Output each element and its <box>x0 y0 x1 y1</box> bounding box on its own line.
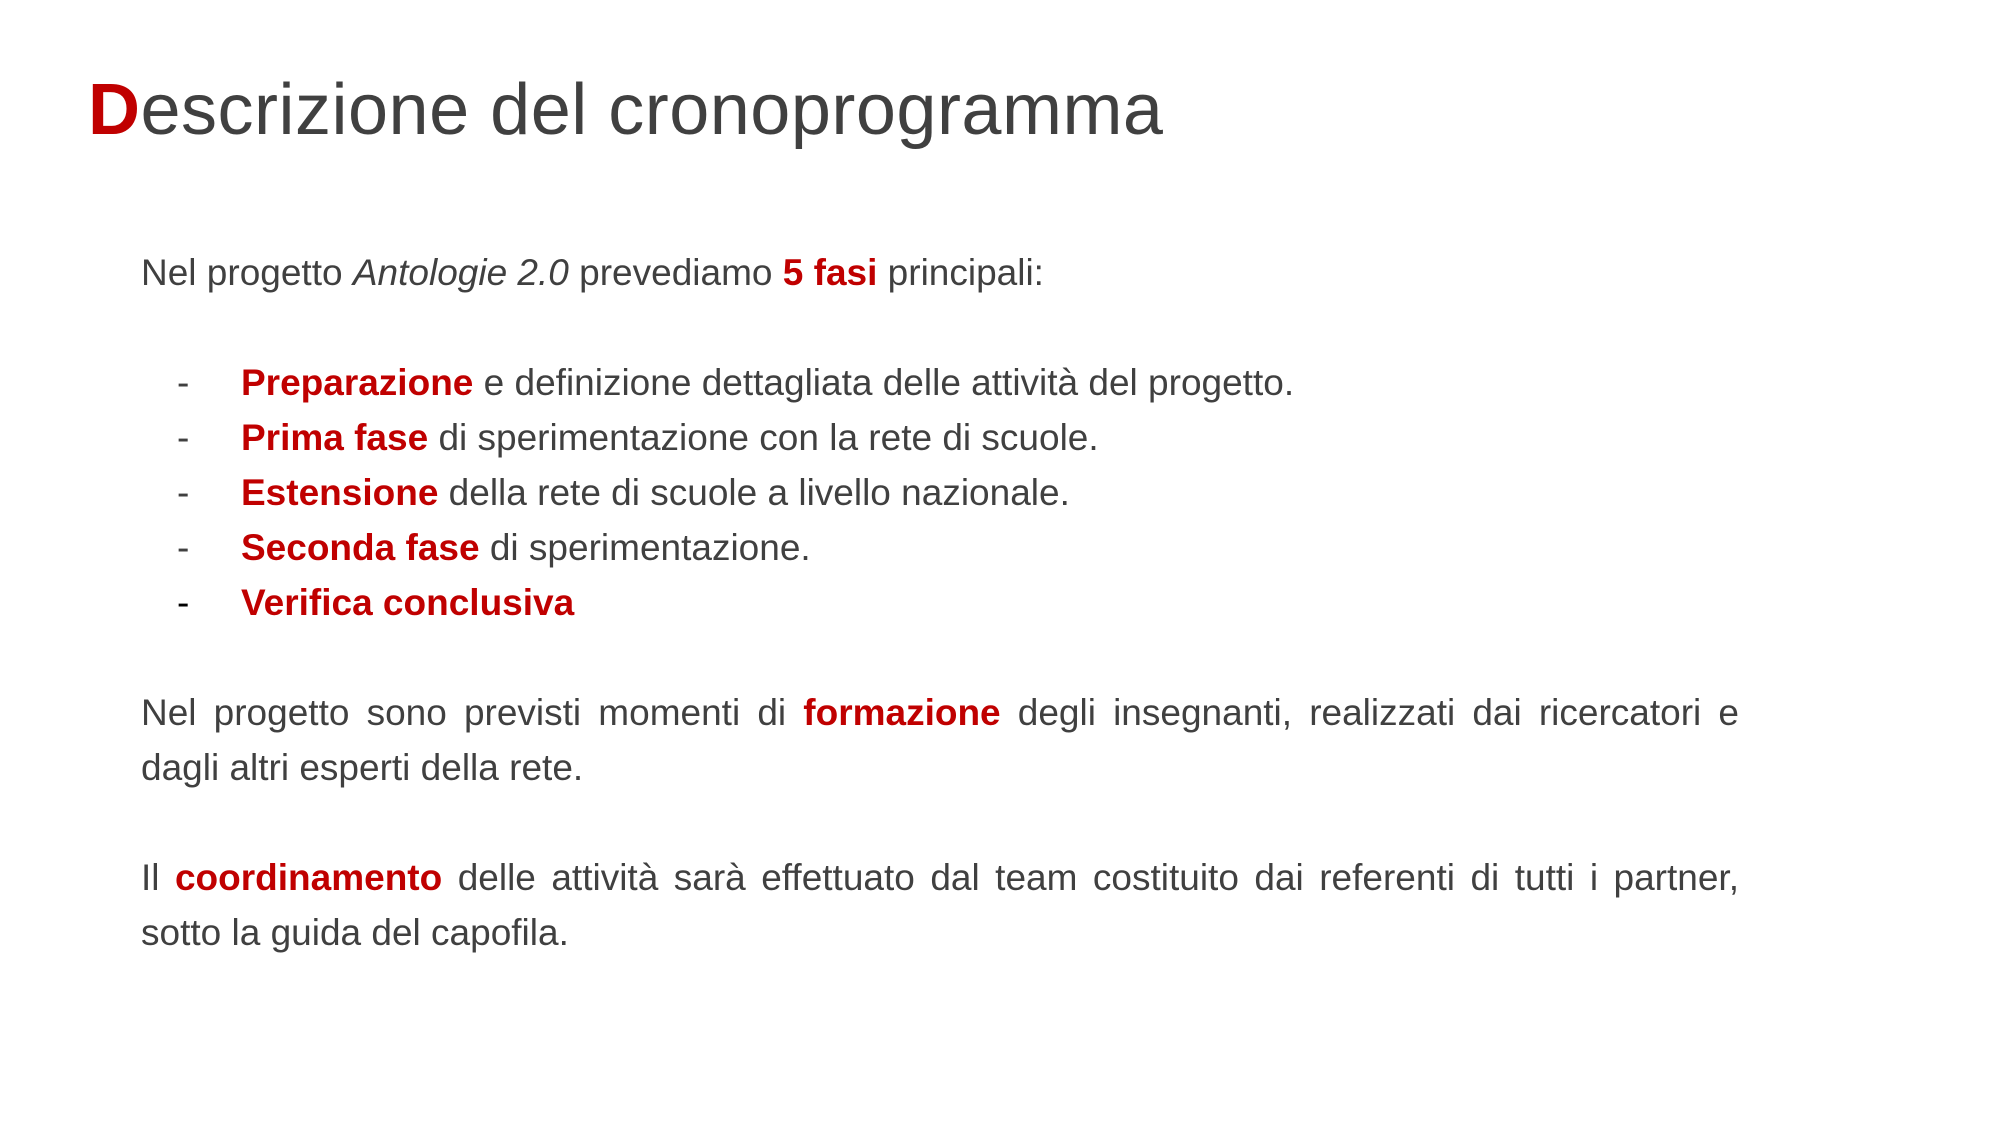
slide-content <box>141 245 1739 960</box>
formation-prefix: Nel progetto sono previsti momenti di <box>141 692 804 733</box>
phase-highlight: Verifica conclusiva <box>241 582 575 623</box>
intro-paragraph <box>141 245 1739 300</box>
page-title <box>88 62 1163 158</box>
list-item <box>141 355 1739 410</box>
intro-middle: prevediamo <box>568 252 783 293</box>
coordination-paragraph <box>141 850 1739 960</box>
list-item <box>141 575 1739 630</box>
project-name: Antologie 2.0 <box>352 252 569 293</box>
phase-text: di sperimentazione con la rete di scuole. <box>428 417 1099 458</box>
phase-text: di sperimentazione. <box>479 527 811 568</box>
coordination-suffix: delle attività sarà effettuato dal team costituito dai referenti di tutti i partner, sotto la guida del capofila. <box>141 857 1739 953</box>
phase-text: e definizione dettagliata delle attività del progetto. <box>473 362 1295 403</box>
phases-list <box>141 355 1739 630</box>
formation-paragraph <box>141 685 1739 795</box>
phase-highlight: Preparazione <box>241 362 474 403</box>
intro-suffix: principali: <box>877 252 1044 293</box>
phase-highlight: Seconda fase <box>241 527 480 568</box>
phase-text: della rete di scuole a livello nazionale. <box>438 472 1070 513</box>
formation-highlight: formazione <box>803 692 1001 733</box>
list-item <box>141 410 1739 465</box>
title-rest: escrizione del cronoprogramma <box>140 70 1164 150</box>
phase-highlight: Estensione <box>241 472 439 513</box>
coordination-prefix: Il <box>141 857 175 898</box>
dash-bullet: - <box>177 472 190 513</box>
list-item <box>141 520 1739 575</box>
title-initial: D <box>88 70 141 150</box>
coordination-highlight: coordinamento <box>174 857 443 898</box>
dash-bullet: - <box>177 362 190 403</box>
dash-bullet: - <box>177 417 190 458</box>
list-item <box>141 465 1739 520</box>
formation-suffix: degli insegnanti, realizzati dai ricercatori e dagli altri esperti della rete. <box>141 692 1739 788</box>
intro-prefix: Nel progetto <box>141 252 353 293</box>
dash-bullet: - <box>177 527 190 568</box>
phase-highlight: Prima fase <box>241 417 429 458</box>
phases-count-highlight: 5 fasi <box>782 252 878 293</box>
dash-bullet: - <box>177 582 190 623</box>
